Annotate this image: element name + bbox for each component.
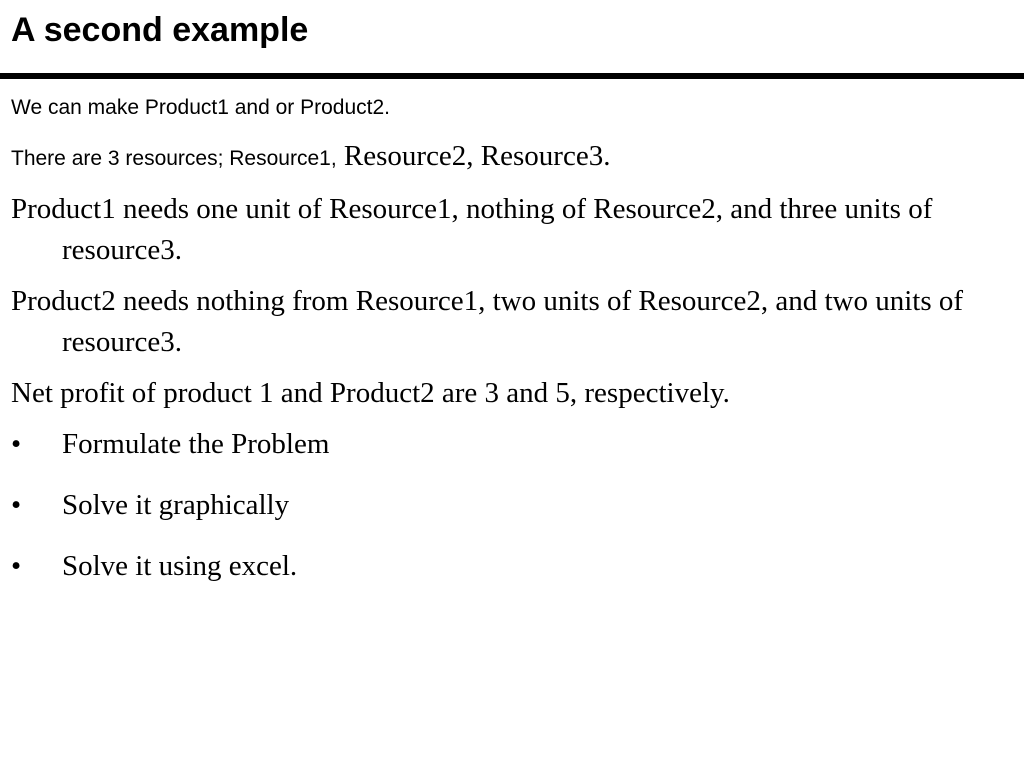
- bullet-item: [11, 485, 1001, 526]
- bullet-icon: •: [11, 489, 22, 521]
- paragraph-resources-start: There are 3 resources; Resource1,: [11, 147, 337, 170]
- bullet-text: Formulate the Problem: [62, 428, 330, 460]
- paragraph-product2-needs: Product2 needs nothing from Resource1, two units of Resource2, and two units of resource3.: [11, 285, 964, 358]
- slide-title: A second example: [11, 11, 309, 49]
- paragraph-resources-end: Resource2, Resource3.: [336, 140, 611, 172]
- paragraph-products: We can make Product1 and or Product2.: [11, 96, 390, 119]
- bullet-icon: •: [11, 428, 22, 460]
- paragraph-product1-needs: Product1 needs one unit of Resource1, nothing of Resource2, and three units of resource3.: [11, 193, 933, 266]
- slide-body: [11, 88, 1001, 607]
- paragraph-resources: [11, 136, 1001, 179]
- bullet-item: [11, 546, 1001, 587]
- bullet-text: Solve it graphically: [62, 489, 290, 521]
- bullet-text: Solve it using excel.: [62, 550, 298, 582]
- bullet-icon: •: [11, 550, 22, 582]
- bullet-item: [11, 424, 1001, 465]
- paragraph-net-profit: Net profit of product 1 and Product2 are 3 and 5, respectively.: [11, 377, 730, 409]
- title-divider: [0, 73, 1024, 79]
